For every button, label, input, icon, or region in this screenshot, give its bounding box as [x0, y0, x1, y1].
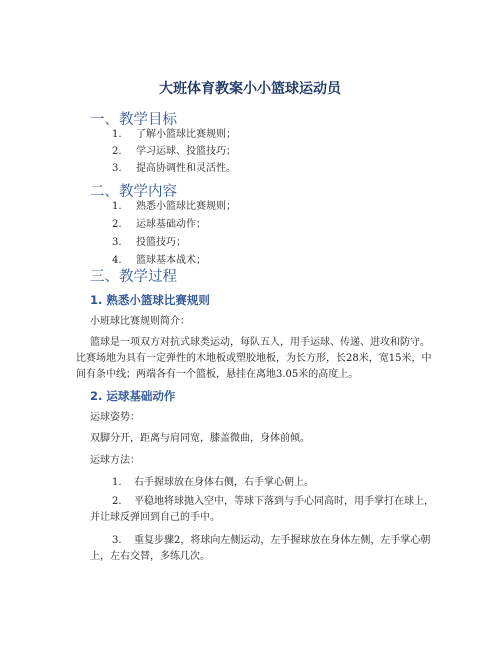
list-item-text: 熟悉小篮球比赛规则；	[136, 201, 236, 212]
step-text-line-1: 平稳地将球抛入空中，等球下落到与手心同高时，用手掌打在球上，	[134, 496, 434, 507]
step-text-line-2: 上，左右交替，多练几次。	[90, 551, 210, 562]
step-number: 3.	[112, 535, 122, 546]
step-text-line-1: 右手握球放在身体右侧，右手掌心朝上。	[134, 477, 314, 488]
list-item-number: 3.	[112, 237, 122, 248]
posture-text: 双脚分开，距离与肩同宽，膝盖微曲，身体前倾。	[90, 433, 310, 444]
document-title: 大班体育教案小小篮球运动员	[159, 81, 341, 97]
heading-teaching-process: 三、教学过程	[90, 269, 177, 285]
step-number: 2.	[112, 496, 122, 507]
posture-label: 运球姿势：	[90, 412, 140, 423]
heading-teaching-goals: 一、教学目标	[90, 112, 177, 128]
list-item-number: 2.	[112, 219, 122, 230]
list-item-number: 4.	[112, 255, 122, 266]
rules-body-line-1: 篮球是一项双方对抗式球类运动，每队五人，用手运球、传递、进攻和防守。	[90, 337, 430, 348]
list-item-number: 1.	[112, 129, 122, 140]
rules-body-line-3: 间有条中线；两端各有一个篮板，悬挂在离地3.05米的高度上。	[76, 369, 359, 380]
heading-teaching-content: 二、教学内容	[90, 184, 177, 200]
list-item-number: 3.	[112, 163, 122, 174]
step-number: 1.	[112, 477, 122, 488]
list-item-text: 学习运球、投篮技巧；	[136, 146, 236, 157]
rules-body-line-2: 比赛场地为具有一定弹性的木地板或塑胶地板，为长方形，长28米，宽15米，中	[76, 353, 432, 364]
step-text-line-2: 并让球反弹回到自己的手中。	[90, 512, 220, 523]
step-text-line-1: 重复步骤2，将球向左侧运动，左手握球放在身体左侧，左手掌心朝	[134, 535, 431, 546]
list-item-text: 运球基础动作；	[136, 219, 206, 230]
subheading-dribbling: 2. 运球基础动作	[90, 389, 176, 403]
list-item-text: 投篮技巧；	[136, 237, 186, 248]
method-label: 运球方法：	[90, 455, 140, 466]
list-item-text: 提高协调性和灵活性。	[136, 163, 236, 174]
list-item-number: 1.	[112, 201, 122, 212]
list-item-text: 了解小篮球比赛规则；	[136, 129, 236, 140]
list-item-text: 篮球基本战术；	[136, 255, 206, 266]
rules-intro: 小班球比赛规则简介：	[90, 316, 190, 327]
list-item-number: 2.	[112, 146, 122, 157]
subheading-rules: 1. 熟悉小篮球比赛规则	[90, 293, 210, 307]
